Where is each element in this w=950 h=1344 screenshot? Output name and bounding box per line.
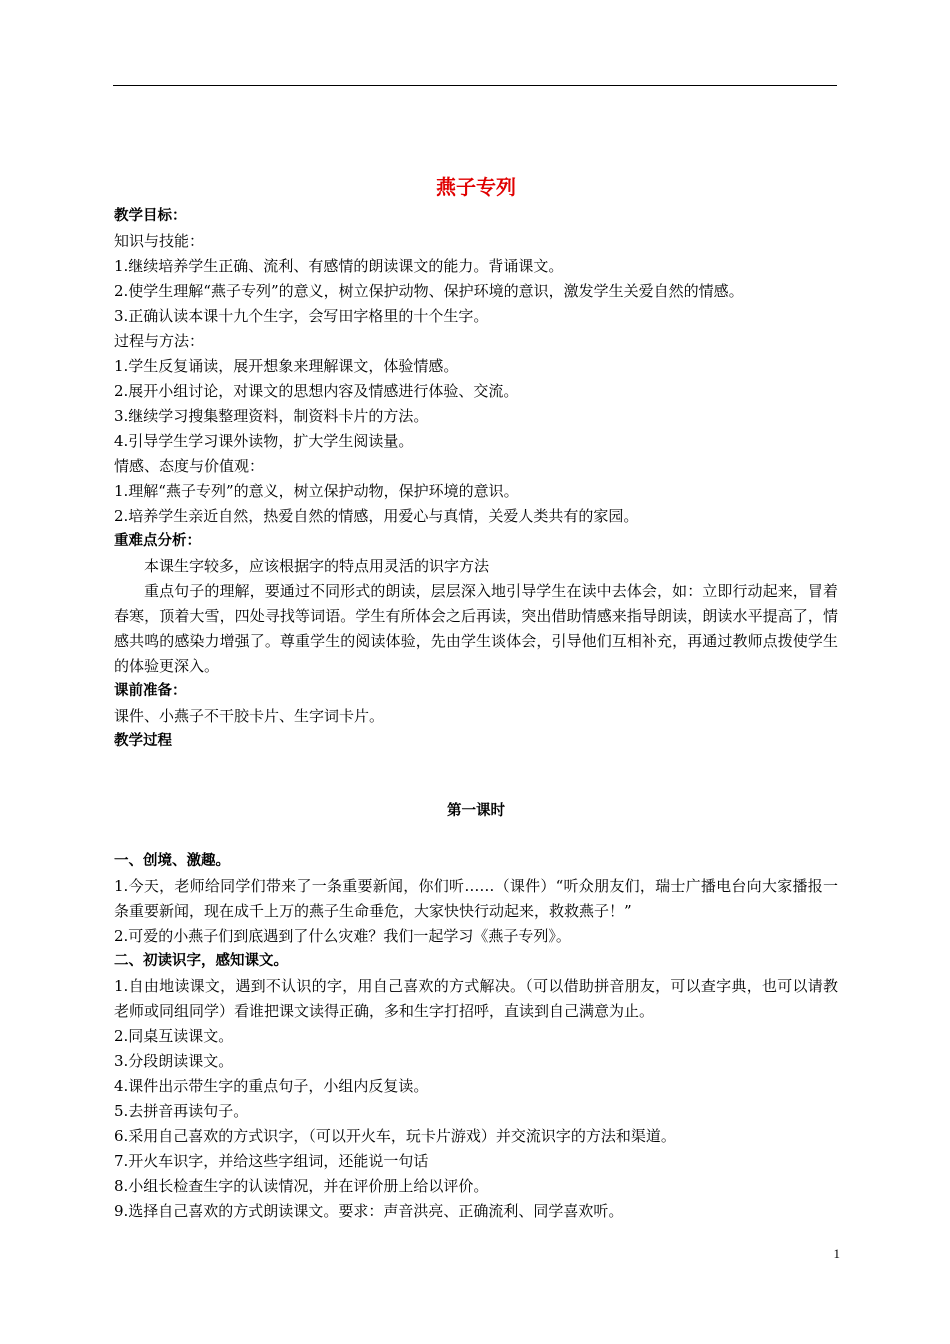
step2-item: 7.开火车识字，并给这些字组词，还能说一句话 <box>114 1152 429 1170</box>
step2-item: 8.小组长检查生字的认读情况，并在评价册上给以评价。 <box>114 1177 489 1195</box>
emotion-item: 2.培养学生亲近自然，热爱自然的情感，用爱心与真情，关爱人类共有的家园。 <box>114 507 639 525</box>
knowledge-item: 3.正确认读本课十九个生字，会写田字格里的十个生字。 <box>114 307 489 325</box>
emotion-item: 1.理解“燕子专列”的意义，树立保护动物，保护环境的意识。 <box>114 482 519 500</box>
spacer <box>114 754 838 799</box>
document-title: 燕子专列 <box>436 175 516 199</box>
knowledge-label: 知识与技能： <box>114 232 205 250</box>
process-item: 1.学生反复诵读，展开想象来理解课文，体验情感。 <box>114 357 459 375</box>
key-points-heading: 重难点分析： <box>114 533 201 549</box>
step2-item: 9.选择自己喜欢的方式朗读课文。要求：声音洪亮、正确流利、同学喜欢听。 <box>114 1202 624 1220</box>
step2-item: 5.去拼音再读句子。 <box>114 1102 249 1120</box>
step1-item: 2.可爱的小燕子们到底遇到了什么灾难？我们一起学习《燕子专列》。 <box>114 927 571 945</box>
step1-item: 1.今天，老师给同学们带来了一条重要新闻，你们听……（课件）“听众朋友们，瑞士广播电台向大家播报一条重要新闻，现在成千上万的燕子生命垂危，大家快快行动起来，救救燕子！” <box>114 877 838 920</box>
process-item: 2.展开小组讨论，对课文的思想内容及情感进行体验、交流。 <box>114 382 519 400</box>
key-points-paragraph: 本课生字较多，应该根据字的特点用灵活的识字方法 <box>144 557 490 575</box>
step2-item: 4.课件出示带生字的重点句子，小组内反复读。 <box>114 1077 429 1095</box>
objectives-heading: 教学目标： <box>114 208 187 224</box>
process-item: 4.引导学生学习课外读物，扩大学生阅读量。 <box>114 432 414 450</box>
page-number: 1 <box>833 1246 840 1261</box>
knowledge-item: 2.使学生理解“燕子专列”的意义，树立保护动物、保护环境的意识，激发学生关爱自然的情感。 <box>114 282 744 300</box>
process-item: 3.继续学习搜集整理资料，制资料卡片的方法。 <box>114 407 429 425</box>
step2-item: 2.同桌互读课文。 <box>114 1027 234 1045</box>
emotion-label: 情感、态度与价值观： <box>114 457 265 475</box>
spacer <box>114 824 838 849</box>
process-label: 过程与方法： <box>114 332 205 350</box>
step2-item: 3.分段朗读课文。 <box>114 1052 234 1070</box>
knowledge-item: 1.继续培养学生正确、流利、有感情的朗读课文的能力。背诵课文。 <box>114 257 564 275</box>
lesson-title: 第一课时 <box>447 803 505 819</box>
step1-heading: 一、创境、激趣。 <box>114 853 230 869</box>
preparation-text: 课件、小燕子不干胶卡片、生字词卡片。 <box>114 707 385 725</box>
preparation-heading: 课前准备： <box>114 683 187 699</box>
header-rule <box>113 85 837 86</box>
step2-heading: 二、初读识字，感知课文。 <box>114 953 288 969</box>
step2-item: 1.自由地读课文，遇到不认识的字，用自己喜欢的方式解决。（可以借助拼音朋友，可以查字典，也可以请教老师或同组同学）看谁把课文读得正确，多和生字打招呼，直读到自己满意为止。 <box>114 977 838 1020</box>
process-heading: 教学过程 <box>114 733 172 749</box>
step2-item: 6.采用自己喜欢的方式识字，（可以开火车，玩卡片游戏）并交流识字的方法和渠道。 <box>114 1127 676 1145</box>
key-points-paragraph: 重点句子的理解，要通过不同形式的朗读，层层深入地引导学生在读中去体会，如：立即行动起来，冒着春寒，顶着大雪，四处寻找等词语。学生有所体会之后再读，突出借助情感来指导朗读，朗读水平提高了，情感共鸣的感染力增强了。尊重学生的阅读体验，先由学生谈体会，引导他们互相补充，再通过教师点拨使学生的体验更深入。 <box>114 582 838 675</box>
document-body <box>114 170 838 1224</box>
